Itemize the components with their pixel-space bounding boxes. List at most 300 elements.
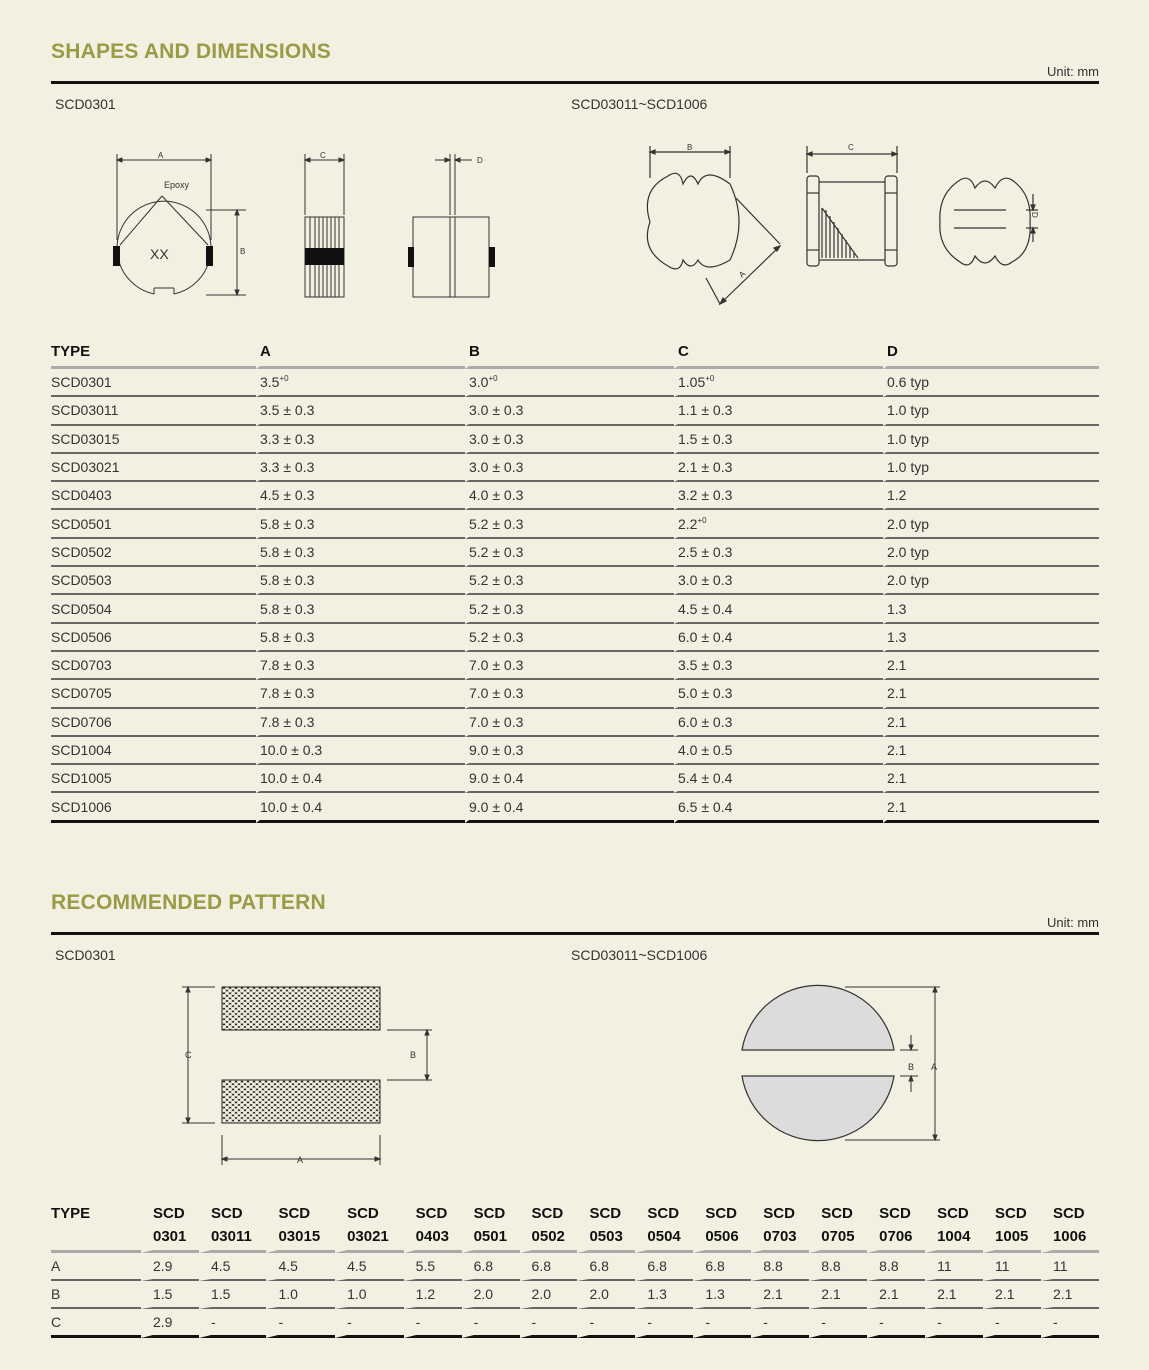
- dimensions-value-c: 2.1 ± 0.3: [678, 459, 733, 476]
- dimensions-cell-type: [51, 454, 256, 482]
- dimensions-value-type: SCD0506: [51, 628, 112, 645]
- pattern-cell: 4.5: [266, 1253, 335, 1281]
- dimensions-cell-c: [674, 369, 883, 397]
- dim-label-c: C: [320, 151, 326, 160]
- dimensions-cell-c: [674, 454, 883, 482]
- pattern-col-header-line1: SCD: [937, 1205, 969, 1222]
- dimensions-cell-type: [51, 793, 256, 822]
- pattern-cell: -: [635, 1309, 693, 1338]
- pattern-col-header-line1: SCD: [415, 1205, 448, 1222]
- dimensions-table-row: [51, 652, 1099, 680]
- pattern-col-header-line1: SCD: [531, 1205, 564, 1222]
- dimensions-cell-a: [256, 765, 465, 793]
- pattern-cell: -: [404, 1309, 462, 1338]
- dimensions-value-type: SCD0502: [51, 543, 112, 560]
- dimensions-cell-d: [883, 426, 1099, 454]
- dimensions-cell-b: [465, 652, 674, 680]
- pattern-cell: -: [462, 1309, 520, 1338]
- dimensions-value-a: 5.8 ± 0.3: [260, 572, 315, 589]
- dimensions-cell-a: [256, 737, 465, 765]
- dimensions-tolerance-sup: +0: [279, 374, 289, 384]
- dim-label-d: D: [477, 156, 483, 165]
- dimensions-value-a: 4.5 ± 0.3: [260, 487, 315, 504]
- dimensions-cell-b: [465, 426, 674, 454]
- pattern-col-header: [141, 1200, 199, 1253]
- dimensions-cell-c: [674, 709, 883, 737]
- dimensions-cell-c: [674, 680, 883, 708]
- scd0301-outline-drawing: [100, 140, 510, 310]
- dimensions-value-b: 5.2 ± 0.3: [469, 572, 524, 589]
- pattern-col-header: [335, 1200, 404, 1253]
- dimensions-tolerance-sup: +0: [488, 374, 498, 384]
- pattern-cell: 11: [1041, 1253, 1099, 1281]
- dimensions-value-d: 2.1: [887, 657, 907, 674]
- dimensions-value-type: SCD03011: [51, 402, 119, 419]
- dimensions-value-a: 5.8 ± 0.3: [260, 515, 315, 532]
- pattern-col-header-line2: 0503: [589, 1228, 623, 1245]
- dimensions-value-b: 7.0 ± 0.3: [469, 685, 524, 702]
- pattern-col-header-line1: SCD: [347, 1205, 379, 1222]
- dimensions-value-type: SCD03015: [51, 430, 120, 447]
- pattern-cell: 1.2: [404, 1281, 462, 1309]
- dimensions-cell-type: [51, 595, 256, 623]
- pattern-row-label: C: [51, 1309, 141, 1338]
- dimensions-value-b: 7.0 ± 0.3: [469, 713, 524, 730]
- dimensions-value-d: 2.0 typ: [887, 543, 930, 560]
- dimensions-value-b: 3.0 ± 0.3: [469, 430, 524, 447]
- pattern-cell: -: [335, 1309, 404, 1338]
- pattern-section-title: RECOMMENDED PATTERN: [51, 891, 326, 914]
- pattern-cell: 2.1: [809, 1281, 867, 1309]
- dimensions-cell-c: [674, 539, 883, 567]
- dimensions-cell-b: [465, 482, 674, 510]
- pattern-cell: 1.5: [141, 1281, 199, 1309]
- dimensions-value-d: 1.2: [887, 487, 907, 504]
- pattern-cell: 1.5: [199, 1281, 267, 1309]
- dimensions-value-a: 10.0 ± 0.4: [260, 798, 323, 815]
- dimensions-cell-d: [883, 793, 1099, 822]
- pattern-col-header-line2: 0403: [415, 1228, 450, 1245]
- pattern-cell: 6.8: [462, 1253, 520, 1281]
- dimensions-value-type: SCD0403: [51, 487, 112, 504]
- pattern-cell: -: [577, 1309, 635, 1338]
- pattern-col-header-line2: 0504: [647, 1228, 681, 1245]
- pattern-cell: 5.5: [404, 1253, 462, 1281]
- dimensions-value-a: 3.5 ± 0.3: [260, 402, 315, 419]
- dimensions-value-c: 2.2: [678, 515, 698, 532]
- pattern-right-dim-label-b: B: [908, 1062, 915, 1072]
- dimensions-cell-b: [465, 737, 674, 765]
- pattern-cell: -: [925, 1309, 983, 1338]
- pattern-cell: 8.8: [809, 1253, 867, 1281]
- col-header-d: D: [883, 336, 1099, 369]
- dimensions-value-b: 5.2 ± 0.3: [469, 543, 524, 560]
- dimensions-value-b: 5.2 ± 0.3: [469, 515, 524, 532]
- dimensions-cell-c: [674, 737, 883, 765]
- pattern-cell: 2.1: [1041, 1281, 1099, 1309]
- dimensions-value-type: SCD1006: [51, 798, 112, 815]
- pattern-col-header-line1: SCD: [995, 1205, 1027, 1222]
- pattern-col-header-line1: SCD: [821, 1205, 853, 1222]
- pattern-col-header-line2: 1005: [995, 1228, 1029, 1245]
- dimensions-cell-a: [256, 369, 465, 397]
- dimensions-value-c: 3.5 ± 0.3: [678, 657, 733, 674]
- dimensions-cell-c: [674, 426, 883, 454]
- dimensions-value-c: 6.0 ± 0.4: [678, 628, 733, 645]
- pattern-unit-label: Unit: mm: [1047, 915, 1099, 930]
- dimensions-cell-d: [883, 510, 1099, 538]
- dimensions-cell-b: [465, 624, 674, 652]
- pattern-table-header: [51, 1200, 1099, 1253]
- dimensions-cell-a: [256, 397, 465, 425]
- dimensions-value-a: 7.8 ± 0.3: [260, 657, 315, 674]
- dim-label-a: A: [158, 151, 164, 160]
- pattern-col-header: [925, 1200, 983, 1253]
- dimensions-table-row: [51, 539, 1099, 567]
- dimensions-value-d: 0.6 typ: [887, 374, 930, 391]
- pattern-table-row: [51, 1281, 1099, 1309]
- epoxy-label: Epoxy: [164, 180, 190, 190]
- pattern-top-rule: [51, 932, 1099, 935]
- dimensions-cell-b: [465, 454, 674, 482]
- dimensions-value-a: 10.0 ± 0.4: [260, 770, 323, 787]
- dimensions-value-c: 4.0 ± 0.5: [678, 742, 733, 758]
- dimensions-value-b: 9.0 ± 0.3: [469, 742, 524, 758]
- pattern-col-header-line2: 0705: [821, 1228, 855, 1245]
- dimensions-value-d: 1.0 typ: [887, 459, 930, 476]
- pattern-cell: 6.8: [520, 1253, 578, 1281]
- pattern-col-header-line1: SCD: [705, 1205, 738, 1222]
- dimensions-value-d: 1.3: [887, 600, 907, 617]
- pattern-col-header-line1: SCD: [210, 1205, 243, 1222]
- dimensions-value-type: SCD0301: [51, 374, 112, 391]
- right-dim-label-a: A: [737, 269, 748, 280]
- pattern-cell: 1.3: [635, 1281, 693, 1309]
- dimensions-table-row: [51, 680, 1099, 708]
- shapes-right-drawing-label: SCD03011~SCD1006: [571, 96, 708, 112]
- dimensions-cell-d: [883, 369, 1099, 397]
- pattern-col-header-line1: SCD: [589, 1205, 622, 1222]
- pattern-col-header: [404, 1200, 462, 1253]
- dimensions-value-c: 2.5 ± 0.3: [678, 543, 733, 560]
- dimensions-value-b: 3.0 ± 0.3: [469, 459, 524, 476]
- dimensions-cell-c: [674, 567, 883, 595]
- shapes-left-drawing-label: SCD0301: [55, 96, 116, 112]
- dimensions-cell-d: [883, 680, 1099, 708]
- scd0301-land-pattern-drawing: [170, 975, 460, 1170]
- dimensions-cell-a: [256, 793, 465, 822]
- pattern-cell: 2.1: [867, 1281, 925, 1309]
- dimensions-value-b: 9.0 ± 0.4: [469, 770, 524, 787]
- dimensions-value-d: 2.1: [887, 685, 907, 702]
- pattern-col-header-line2: 0703: [763, 1228, 797, 1245]
- dimensions-value-c: 3.2 ± 0.3: [678, 487, 733, 504]
- dimensions-value-type: SCD0503: [51, 572, 112, 589]
- dimensions-value-a: 3.3 ± 0.3: [260, 430, 315, 447]
- dimensions-cell-b: [465, 765, 674, 793]
- dimensions-value-a: 3.3 ± 0.3: [260, 459, 315, 476]
- dimensions-value-d: 2.0 typ: [887, 515, 930, 532]
- pattern-col-header-line1: SCD: [879, 1205, 911, 1222]
- dimensions-cell-c: [674, 652, 883, 680]
- pattern-col-header: [1041, 1200, 1099, 1253]
- right-dim-label-b: B: [687, 143, 693, 152]
- dimensions-cell-d: [883, 624, 1099, 652]
- pattern-col-header-line1: SCD: [763, 1205, 795, 1222]
- pattern-cell: 2.1: [925, 1281, 983, 1309]
- dimensions-value-type: SCD0501: [51, 515, 112, 532]
- dimensions-value-b: 4.0 ± 0.3: [469, 487, 524, 504]
- dimensions-table-row: [51, 426, 1099, 454]
- dimensions-value-d: 2.0 typ: [887, 572, 930, 589]
- pattern-col-header-line2: 0501: [473, 1228, 507, 1245]
- dimensions-cell-c: [674, 793, 883, 822]
- col-header-a: A: [256, 336, 465, 369]
- dimensions-cell-b: [465, 510, 674, 538]
- dimensions-cell-b: [465, 680, 674, 708]
- dimensions-value-b: 3.0: [469, 374, 489, 391]
- col-header-type: TYPE: [51, 336, 256, 369]
- dimensions-table-header: [51, 336, 1099, 369]
- pattern-col-header-line1: SCD: [647, 1205, 680, 1222]
- dimensions-cell-b: [465, 397, 674, 425]
- dimensions-table-row: [51, 510, 1099, 538]
- pattern-col-header-line1: SCD: [473, 1205, 506, 1222]
- pattern-col-header: [635, 1200, 693, 1253]
- pattern-col-header-line2: 1004: [937, 1228, 971, 1245]
- pattern-col-header-line2: 03015: [278, 1228, 321, 1245]
- dimensions-cell-c: [674, 595, 883, 623]
- pattern-cell: -: [809, 1309, 867, 1338]
- dimensions-value-type: SCD03021: [51, 459, 120, 476]
- pattern-col-header-line2: 0506: [705, 1228, 739, 1245]
- dimensions-table-row: [51, 454, 1099, 482]
- col-header-b: B: [465, 336, 674, 369]
- dimensions-value-a: 7.8 ± 0.3: [260, 713, 315, 730]
- dimensions-table-row: [51, 709, 1099, 737]
- pattern-col-header: [520, 1200, 578, 1253]
- pattern-col-header-line2: 0301: [153, 1228, 187, 1245]
- pattern-col-header-line1: SCD: [1052, 1205, 1085, 1222]
- pattern-cell: 6.8: [577, 1253, 635, 1281]
- pattern-col-header-line2: 1006: [1052, 1228, 1087, 1245]
- pattern-cell: 2.9: [141, 1309, 199, 1338]
- pattern-cell: 4.5: [199, 1253, 267, 1281]
- pattern-col-header: [199, 1200, 267, 1253]
- pattern-table-row: [51, 1309, 1099, 1338]
- pattern-col-header: [809, 1200, 867, 1253]
- dimensions-cell-d: [883, 567, 1099, 595]
- pattern-table: [51, 1200, 1099, 1338]
- pattern-cell: -: [751, 1309, 809, 1338]
- dimensions-value-c: 4.5 ± 0.4: [678, 600, 733, 617]
- dimensions-cell-type: [51, 539, 256, 567]
- pattern-cell: 2.1: [983, 1281, 1041, 1309]
- pattern-cell: -: [867, 1309, 925, 1338]
- dimensions-cell-type: [51, 482, 256, 510]
- dimensions-cell-d: [883, 482, 1099, 510]
- dimensions-value-d: 2.1: [887, 798, 907, 815]
- pattern-col-header-type: TYPE: [51, 1200, 141, 1253]
- dimensions-cell-type: [51, 709, 256, 737]
- dimensions-value-d: 1.0 typ: [887, 430, 930, 447]
- dimensions-table-row: [51, 765, 1099, 793]
- pattern-cell: 1.0: [266, 1281, 335, 1309]
- dimensions-value-a: 5.8 ± 0.3: [260, 600, 315, 617]
- dimensions-value-c: 6.0 ± 0.3: [678, 713, 733, 730]
- dimensions-value-c: 1.5 ± 0.3: [678, 430, 733, 447]
- pattern-cell: 11: [983, 1253, 1041, 1281]
- dimensions-cell-d: [883, 539, 1099, 567]
- dimensions-cell-type: [51, 765, 256, 793]
- dimensions-value-type: SCD0705: [51, 685, 112, 702]
- pattern-col-header-line2: 0706: [879, 1228, 913, 1245]
- pattern-cell: 8.8: [867, 1253, 925, 1281]
- pattern-right-dim-label-a: A: [931, 1062, 938, 1072]
- dimensions-cell-c: [674, 765, 883, 793]
- right-dim-label-d: D: [1030, 212, 1039, 218]
- dimensions-cell-type: [51, 567, 256, 595]
- pattern-cell: -: [199, 1309, 267, 1338]
- dimensions-value-c: 5.0 ± 0.3: [678, 685, 733, 702]
- scd03011-scd1006-outline-drawing: [640, 138, 1060, 318]
- dimensions-cell-a: [256, 680, 465, 708]
- dimensions-value-d: 2.1: [887, 713, 907, 730]
- dimensions-cell-type: [51, 426, 256, 454]
- pattern-table-row: [51, 1253, 1099, 1281]
- pattern-cell: -: [520, 1309, 578, 1338]
- shapes-top-rule: [51, 81, 1099, 84]
- dimensions-cell-a: [256, 539, 465, 567]
- dimensions-cell-a: [256, 567, 465, 595]
- dimensions-cell-type: [51, 737, 256, 765]
- dimensions-table: [51, 336, 1099, 823]
- pattern-dim-label-a: A: [297, 1155, 304, 1165]
- dimensions-cell-a: [256, 454, 465, 482]
- dimensions-cell-type: [51, 624, 256, 652]
- pattern-cell: 2.0: [520, 1281, 578, 1309]
- dimensions-value-a: 7.8 ± 0.3: [260, 685, 315, 702]
- dimensions-cell-d: [883, 737, 1099, 765]
- dimensions-value-type: SCD0504: [51, 600, 112, 617]
- pattern-cell: 8.8: [751, 1253, 809, 1281]
- pattern-col-header: [867, 1200, 925, 1253]
- dimensions-value-d: 1.0 typ: [887, 402, 930, 419]
- dimensions-cell-type: [51, 369, 256, 397]
- pattern-cell: -: [266, 1309, 335, 1338]
- pattern-cell: 1.3: [693, 1281, 751, 1309]
- dimensions-cell-a: [256, 595, 465, 623]
- right-dim-label-c: C: [848, 143, 854, 152]
- pattern-cell: 4.5: [335, 1253, 404, 1281]
- dimensions-value-c: 1.05: [678, 374, 706, 391]
- pattern-cell: 6.8: [635, 1253, 693, 1281]
- pattern-cell: 1.0: [335, 1281, 404, 1309]
- dimensions-cell-d: [883, 595, 1099, 623]
- dimensions-table-row: [51, 624, 1099, 652]
- pattern-col-header-line1: SCD: [278, 1205, 311, 1222]
- dimensions-table-row: [51, 397, 1099, 425]
- pattern-col-header: [266, 1200, 335, 1253]
- pattern-right-drawing-label: SCD03011~SCD1006: [571, 947, 708, 963]
- dim-label-b: B: [240, 247, 246, 256]
- pattern-col-header: [462, 1200, 520, 1253]
- dimensions-cell-type: [51, 652, 256, 680]
- dimensions-cell-a: [256, 482, 465, 510]
- dimensions-table-row: [51, 737, 1099, 765]
- pattern-cell: 11: [925, 1253, 983, 1281]
- dimensions-value-c: 1.1 ± 0.3: [678, 402, 733, 419]
- dimensions-value-c: 6.5 ± 0.4: [678, 798, 733, 815]
- dimensions-cell-c: [674, 624, 883, 652]
- shapes-section-title: SHAPES AND DIMENSIONS: [51, 40, 331, 63]
- pattern-dim-label-b: B: [410, 1050, 417, 1060]
- pattern-col-header: [983, 1200, 1041, 1253]
- dimensions-cell-d: [883, 709, 1099, 737]
- dimensions-value-d: 1.3: [887, 628, 907, 645]
- pattern-left-drawing-label: SCD0301: [55, 947, 116, 963]
- dimensions-cell-a: [256, 510, 465, 538]
- dimensions-value-d: 2.1: [887, 742, 907, 758]
- dimensions-cell-type: [51, 680, 256, 708]
- pattern-cell: 2.0: [462, 1281, 520, 1309]
- dimensions-value-d: 2.1: [887, 770, 907, 787]
- dimensions-cell-d: [883, 765, 1099, 793]
- pattern-col-header-line2: 03021: [347, 1228, 389, 1245]
- dimensions-value-b: 3.0 ± 0.3: [469, 402, 524, 419]
- pattern-col-header-line2: 0502: [531, 1228, 565, 1245]
- pattern-row-label: B: [51, 1281, 141, 1309]
- shapes-unit-label: Unit: mm: [1047, 64, 1099, 79]
- dimensions-cell-b: [465, 793, 674, 822]
- dimensions-cell-c: [674, 482, 883, 510]
- dimensions-cell-d: [883, 454, 1099, 482]
- dimensions-table-row: [51, 595, 1099, 623]
- pattern-row-label: A: [51, 1253, 141, 1281]
- dimensions-cell-b: [465, 369, 674, 397]
- pattern-dim-label-c: C: [185, 1050, 192, 1060]
- dimensions-value-a: 5.8 ± 0.3: [260, 628, 315, 645]
- dimensions-cell-type: [51, 397, 256, 425]
- pattern-cell: -: [693, 1309, 751, 1338]
- dimensions-value-a: 5.8 ± 0.3: [260, 543, 315, 560]
- dimensions-tolerance-sup: +0: [705, 374, 715, 384]
- pattern-col-header: [577, 1200, 635, 1253]
- dimensions-cell-c: [674, 510, 883, 538]
- dimensions-value-type: SCD0703: [51, 657, 112, 674]
- pattern-cell: -: [1041, 1309, 1099, 1338]
- pattern-cell: 2.0: [577, 1281, 635, 1309]
- dimensions-table-row: [51, 369, 1099, 397]
- dimensions-cell-a: [256, 426, 465, 454]
- pattern-col-header-line1: SCD: [153, 1205, 185, 1222]
- dimensions-value-b: 5.2 ± 0.3: [469, 628, 524, 645]
- dimensions-value-type: SCD1005: [51, 770, 112, 787]
- scd03011-scd1006-land-pattern-drawing: [730, 980, 960, 1150]
- dimensions-value-type: SCD1004: [51, 742, 112, 758]
- dimensions-table-row: [51, 482, 1099, 510]
- pattern-col-header: [693, 1200, 751, 1253]
- dimensions-cell-d: [883, 652, 1099, 680]
- dimensions-tolerance-sup: +0: [697, 515, 707, 525]
- dimensions-cell-a: [256, 652, 465, 680]
- dimensions-cell-d: [883, 397, 1099, 425]
- dimensions-cell-b: [465, 709, 674, 737]
- marking-label: XX: [150, 246, 169, 262]
- dimensions-table-row: [51, 567, 1099, 595]
- dimensions-value-c: 5.4 ± 0.4: [678, 770, 733, 787]
- dimensions-value-c: 3.0 ± 0.3: [678, 572, 733, 589]
